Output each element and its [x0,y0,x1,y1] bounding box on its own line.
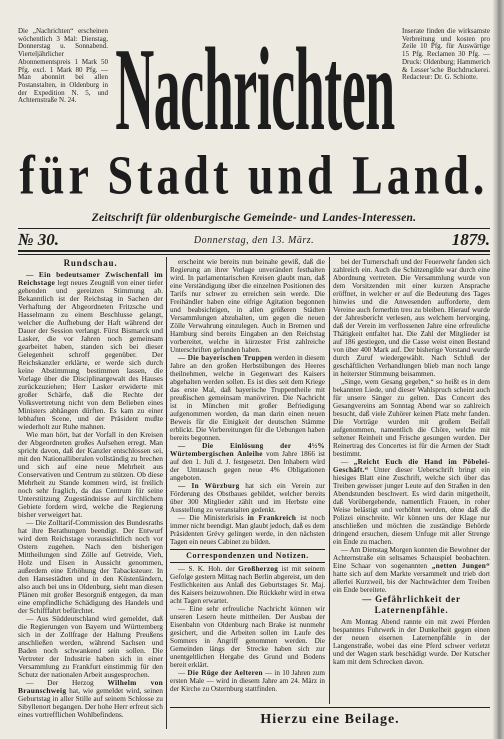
header-double-rule-thin [18,254,490,255]
supplement-notice: Hierzu eine Beilage. [260,712,400,727]
article-paragraph [333,546,490,594]
column-rule [166,257,167,729]
article-paragraph [333,258,490,378]
body-text: ist mit seinem Gefolge gestern Mittag nach Berlin abgereist, um den Festlichkeiten aus Anlaß des Geburtstages Sr. Maj. des Kaisers beizuwohnen. Die Rückkehr wird in etwa acht Tagen erwartet. [170,565,325,605]
bold-lead-text: — Die bayerischen Truppen [178,354,273,362]
body-text: — S. K. Hoh. der [178,565,239,573]
article-paragraph [170,514,325,546]
body-text: — Die Ministerkrisis [178,514,248,522]
article-paragraph [18,615,163,679]
header-double-rule-thick [18,250,490,252]
bold-lead-text: — Die Einlösung der 4½% Würtembergischen Anleihe [170,442,325,458]
article-paragraph [333,618,490,666]
body-text: Am Montag Abend rannte ein mit zwei Pferden bespanntes Fuhrwerk in der Dunkelheit gegen einen der neuen eisernen Laternenpfähle in der Langenstraße, wobei das eine Pferd schwer verletzt und der Wagen stark beschädigt wurde. Der Kutscher kam mit dem Schrecken davon. [333,618,490,666]
article-paragraph [18,679,163,719]
masthead-subtitle: für Stadt und Land. [19,144,489,206]
article-paragraph [170,258,325,354]
advertising-info: Inserate finden die wirksamste Verbreitung und kosten pro Zeile 10 Pfg. für Auswärtige 15 Pfg. Reclamen 30 Pfg. — Druck: Oldenburg; Hammerich & Lesser’sche Buchdruckerei. Redacteur: Dr. G. Schiotte. [402,28,490,82]
article-paragraph [170,354,325,442]
article-paragraph [18,271,163,431]
bold-lead-text: in Frankreich [247,514,297,522]
article-column-1 [18,258,163,729]
body-text: bei der Turnerschaft und der Feuerwehr fanden sich zahlreich ein. Auch die Schützengilde war durch eine Abordnung vertreten. Die Versammlung wurde von dem Vorsitzenden mit einer kurzen Ansprache eröffnet, in welcher er auf die Bedeutung des Tages hinwies und die Anwesenden aufforderte, dem Vereine auch fernerhin treu zu bleiben. Hierauf wurde der Jahresbericht verlesen, aus welchem hervorging, daß der Verein im verflossenen Jahre eine erfreuliche Thätigkeit entfaltet hat. Die Zahl der Mitglieder ist auf 186 gestiegen, und die Casse weist einen Bestand von über 400 Mark auf. Der bisherige Vorstand wurde durch Zuruf wiedergewählt. Nach Schluß der geschäftlichen Verhandlungen blieb man noch lange in heiterster Stimmung beisammen. [333,258,490,378]
issue-year: 1879. [451,230,490,249]
body-text: legt neues Zeugniß von einer tiefer gehenden und gereizten Stimmung ab. Bekanntlich ist der Reichstag in Sachen der Verhaftung der Abgeordneten Fritzsche und Hasselmann zu einem Beschlusse gelangt, welcher die Aufhebung der Haft während der Dauer der Session verlangt. Fürst Bismarck und Lasker, die vor Jahren noch gemeinsam gearbeitet haben, standen sich bei dieser Gelegenheit schroff gegenüber. Der Reichskanzler erklärte, er werde sich durch keine Abstimmung bestimmen lassen, die Vorlage über die Disciplinargewalt des Hauses zurückzuziehen; Herr Lasker erwiderte mit großer Schärfe, daß die Rechte der Volksvertretung nicht von dem Belieben eines Ministers abhängen dürften. Es kam zu einer lebhaften Scene, und der Präsident mußte wiederholt zur Ruhe mahnen. [18,278,163,431]
scan-page-edge [493,0,504,739]
body-text: — Am Dienstag Morgen konnten die Bewohner der Achternstraße ein seltsames Schauspiel beobachten. Eine Schaar von sogenannten [333,546,490,570]
body-text: — Die Zolltarif-Commission des Bundesraths hat ihre Berathungen beendigt. Der Entwurf wird dem Reichstage voraussichtlich noch vor Ostern zugehen. Nach den bisherigen Mittheilungen sind Zölle auf Getreide, Vieh, Holz und Eisen in Aussicht genommen, außerdem eine Erhöhung der Tabacksteuer. In den Hansestädten und in den Küstenländern, also auch bei uns in Oldenburg, sieht man diesen Plänen mit großer Besorgniß entgegen, da man eine empfindliche Schädigung des Handels und der Schifffahrt befürchtet. [18,518,163,615]
subscription-info: Die „Nachrichten“ erscheinen wöchentlich 3 Mal: Dienstag, Donnerstag u. Sonnabend. Vierteljährlicher Abonnementspreis 1 Mark 50 Pfg. excl. 1 Mark 80 Pfg. — Man abonnirt bei allen Postanstalten, in Oldenburg in der Expedition N. 5, und Achternstraße N. 24. [18,28,108,105]
body-text: — Eine sehr erfreuliche Nachricht können wir unseren Lesern heute mittheilen. Der Ausbau der Eisenbahn von Oldenburg nach Brake ist nunmehr gesichert, und die Arbeiten sollen im Laufe des Sommers in Angriff genommen werden. Die Gemeinden längs der Strecke haben sich zur unentgeltlichen Hergabe des Grund und Bodens bereit erklärt. [170,605,325,669]
bold-lead-text: — Ein bedeutsamer Zwischenfall im Reichstage [18,270,163,287]
bold-lead-text: Wilhelm von Braunschweig [18,678,163,695]
bold-lead-text: „netten Jungen“ [431,562,490,570]
footer-rule [170,707,490,708]
header-rule [18,228,490,229]
bold-lead-text: „Reicht Euch die Hand im Pöbelei-Geschäft.“ [333,458,490,474]
article-paragraph [170,482,325,514]
body-text: hat sich ein Verein zur Förderung des Obstbaues gebildet, welcher bereits über 300 Mitglieder zählt und im Herbste eine Ausstellung zu veranstalten gedenkt. [170,482,325,514]
article-paragraph [18,519,163,615]
body-text: Unter dieser Ueberschrift bringt ein hiesiges Blatt eine Zuschrift, welche sich über das Treiben gewisser junger Leute auf den Straßen in den Abendstunden beschwert. Es wird darin mitgetheilt, daß Vorübergehende, namentlich Frauen, in roher Weise belästigt und verhöhnt werden, ohne daß die Polizei einschreite. Wir können uns der Klage nur anschließen und möchten die zuständige Behörde dringend ersuchen, diesem Unfuge mit aller Strenge ein Ende zu machen. [333,466,490,546]
article-paragraph [18,431,163,519]
column-rule [329,257,330,704]
body-text: — in 10 Jahren zum ersten Male — wird in diesem Jahre am 24. März in der Kirche zu Osternburg stattfinden. [170,669,325,693]
bold-lead-text: Die Rüge der Aelteren [187,669,263,677]
body-text: werden in diesem Jahre an den großen Herbstübungen des Heeres theilnehmen, welche in Gegenwart des Kaisers abgehalten werden sollen. Es ist dies seit dem Kriege das erste Mal, daß bayerische Truppentheile mit preußischen gemeinsam manövriren. Die Nachricht ist in München mit großer Befriedigung aufgenommen worden, da man darin einen neuen Beweis für die Einigkeit der deutschen Stämme erblickt. Die Vorbereitungen für die Uebungen haben bereits begonnen. [170,354,325,442]
article-paragraph [170,565,325,605]
article-heading: — Gefährlichkeit der Laternenpfähle. [362,594,461,615]
masthead-tagline: Zeitschrift für oldenburgische Gemeinde- und Landes-Interessen. [91,212,417,224]
body-text: ist noch immer nicht beendigt. Man glaubt jedoch, daß es dem Präsidenten Grévy gelingen werde, in den nächsten Tagen ein neues Cabinet zu bilden. [170,514,325,546]
body-text: — [178,669,188,677]
article-paragraph [170,605,325,669]
article-column-2 [170,258,325,704]
article-paragraph [170,669,325,693]
issue-date: Donnerstag, den 13. März. [193,235,315,246]
issue-number: № 30. [18,230,60,249]
body-text: erscheint wie bereits nun beinahe gewiß, daß die Regierung an ihrer Vorlage unverändert festhalten wird. In parlamentarischen Kreisen glaubt man, daß eine Verständigung über die einzelnen Positionen des Tarifs nur schwer zu erreichen sein werde. Die Freihändler haben eine eifrige Agitation begonnen und beabsichtigen, in allen größeren Städten Versammlungen abzuhalten, um gegen die neuen Zölle Verwahrung einzulegen. Auch in Bremen und Hamburg sind bereits Eingaben an den Reichstag vorbereitet, welche in kürzester Frist zahlreiche Unterschriften gefunden haben. [170,258,325,354]
body-text: Wie man hört, hat der Vorfall in den Kreisen der Abgeordneten großes Aufsehen erregt. Man spricht davon, daß der Kanzler entschlossen sei, mit den Nationalliberalen vollständig zu brechen und sich auf eine neue Mehrheit aus Conservativen und Centrum zu stützen. Ob diese Mehrheit zu Stande kommen wird, ist freilich noch sehr fraglich, da das Centrum für seine Unterstützung Zugeständnisse auf kirchlichem Gebiete fordern wird, welche die Regierung bisher verweigert hat. [18,430,163,519]
article-paragraph [170,442,325,482]
article-column-3 [333,258,490,704]
article-heading: Rundschau. [63,258,118,268]
masthead-title: Nachrichten [115,23,395,156]
body-text: — Der Herzog [26,678,108,687]
body-text: hat, wie gemeldet wird, seinen Geburtstag in aller Stille auf seinem Schlosse zu Sibyllenort begangen. Der hohe Herr erfreut sich eines vortrefflichen Wohlbefindens. [18,686,163,719]
body-text: vom Jahre 1866 ist auf den 1. Juli d. J. festgesetzt. Den Inhabern wird der Umtausch gegen neue 4% Obligationen angeboten. [170,450,325,482]
bold-lead-text: — In Würzburg [178,482,240,490]
body-text: hatte sich auf dem Markte versammelt und trieb dort allerlei Kurzweil, bis der Nachtwächter dem Treiben ein Ende bereitete. [333,570,490,594]
section-heading: Correspondenzen und Notizen. [170,549,325,563]
body-text: — Aus Süddeutschland wird gemeldet, daß die Regierungen von Bayern und Württemberg sich in der Zollfrage der Haltung Preußens anschließen werden, während Sachsen und Baden noch schwankend sein sollen. Die Vertreter der Industrie haben sich in einer Versammlung zu Frankfurt einstimmig für den Schutz der nationalen Arbeit ausgesprochen. [18,614,163,679]
body-text: — [341,458,354,466]
article-paragraph [333,458,490,546]
article-paragraph [333,378,490,458]
body-text: „Singe, wem Gesang gegeben,“ so heißt es in dem bekannten Liede, und dieser Wahlspruch scheint auch für unsere Sänger zu gelten. Das Concert des Gesangvereins am Sonntag Abend war so zahlreich besucht, daß viele Zuhörer keinen Platz mehr fanden. Die Vorträge wurden mit großem Beifall aufgenommen, namentlich die Chöre, welche mit seltener Reinheit und Frische gesungen wurden. Der Reinertrag des Concertes ist für die Armen der Stadt bestimmt. [333,378,490,458]
bold-lead-text: Großherzog [238,565,279,573]
